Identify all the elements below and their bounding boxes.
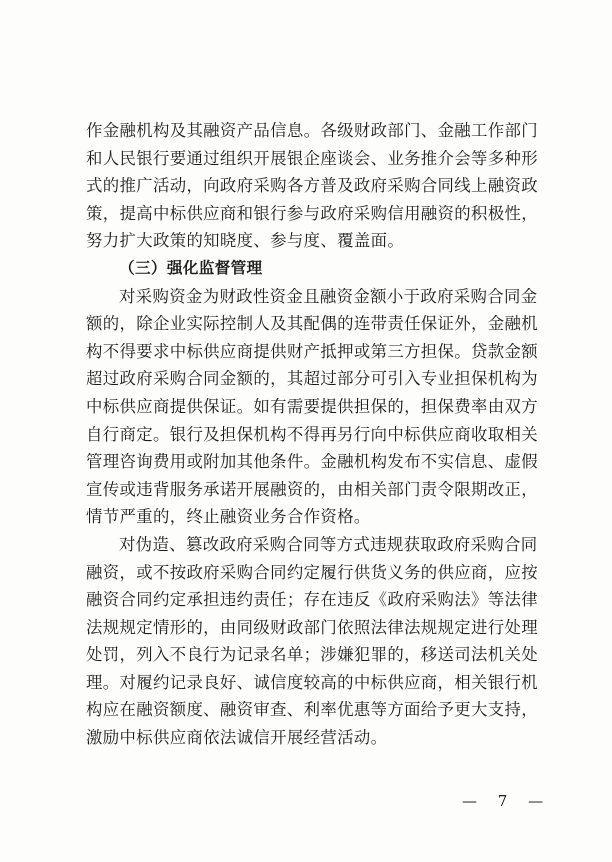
body-line: 自行商定。银行及担保机构不得再另行向中标供应商收取相关: [86, 424, 538, 444]
body-line: 作金融机构及其融资产品信息。各级财政部门、金融工作部门: [86, 121, 538, 140]
body-line: 理。对履约记录良好、诚信度较高的中标供应商，相关银行机: [86, 672, 538, 692]
body-line: 超过政府采购合同金额的，其超过部分可引入专业担保机构为: [86, 369, 538, 389]
body-line: 构应在融资额度、融资审查、利率优惠等方面给予更大支持，: [86, 700, 538, 720]
body-line: 努力扩大政策的知晓度、参与度、覆盖面。: [86, 231, 405, 251]
body-line: 式的推广活动，向政府采购各方普及政府采购合同线上融资政: [86, 176, 538, 196]
body-line: 处罚，列入不良行为记录名单；涉嫌犯罪的，移送司法机关处: [86, 645, 538, 665]
paragraph-start-line: 对伪造、篡改政府采购合同等方式违规获取政府采购合同: [119, 534, 538, 554]
body-line: 情节严重的，终止融资业务合作资格。: [86, 507, 371, 527]
body-line: 中标供应商提供保证。如有需要提供担保的，担保费率由双方: [86, 396, 538, 416]
body-line: 融资，或不按政府采购合同约定履行供货义务的供应商，应按: [86, 562, 538, 582]
body-line: 管理咨询费用或附加其他条件。金融机构发布不实信息、虚假: [86, 452, 538, 472]
body-line: 法规规定情形的，由同级财政部门依照法律法规规定进行处理: [86, 617, 538, 637]
paragraph-start-line: 对采购资金为财政性资金且融资金额小于政府采购合同金: [119, 286, 538, 306]
document-body: [86, 117, 538, 752]
body-line: 策，提高中标供应商和银行参与政府采购信用融资的积极性，: [86, 203, 538, 223]
page-number: — 7 —: [462, 792, 552, 810]
section-heading: （三）强化监督管理: [119, 258, 263, 277]
body-line: 宣传或违背服务承诺开展融资的，由相关部门责令限期改正，: [86, 479, 538, 499]
body-line: 额的，除企业实际控制人及其配偶的连带责任保证外，金融机: [86, 314, 538, 334]
body-line: 融资合同约定承担违约责任；存在违反《政府采购法》等法律: [86, 590, 538, 610]
body-line: 激励中标供应商依法诚信开展经营活动。: [86, 728, 388, 748]
body-line: 和人民银行要通过组织开展银企座谈会、业务推介会等多种形: [86, 148, 538, 168]
body-line: 构不得要求中标供应商提供财产抵押或第三方担保。贷款金额: [86, 341, 538, 361]
